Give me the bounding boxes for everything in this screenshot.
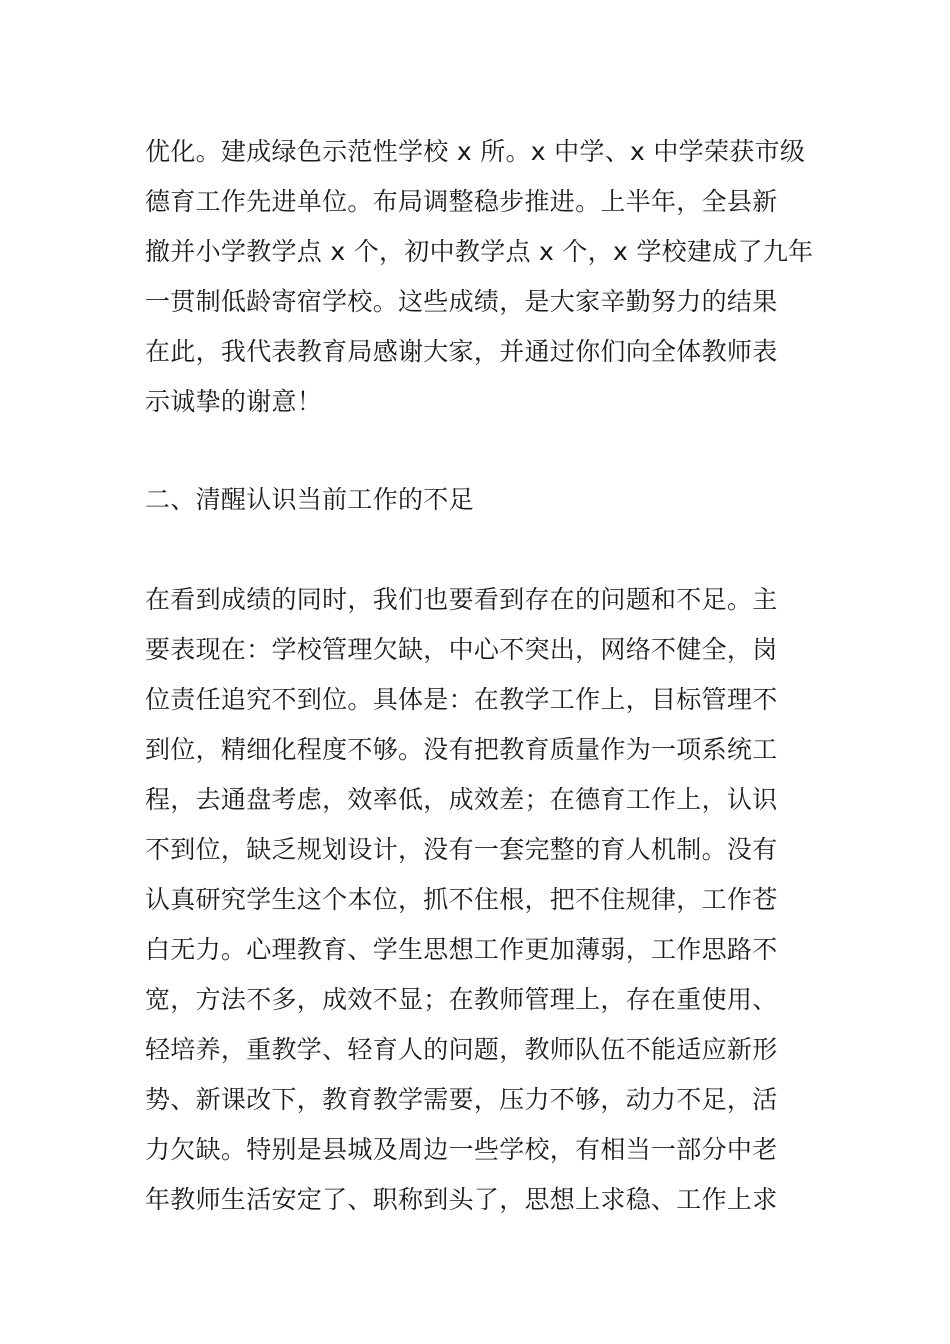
section-heading <box>145 475 815 525</box>
text-line: 撤并小学教学点 x 个，初中教学点 x 个，x 学校建成了九年 <box>145 237 814 266</box>
text-line: 示诚挚的谢意！ <box>145 387 323 416</box>
text-line: 年教师生活安定了、职称到头了，思想上求稳、工作上求 <box>145 1185 778 1214</box>
text-line: 一贯制低龄寄宿学校。这些成绩，是大家辛勤努力的结果 <box>145 287 778 316</box>
text-line: 宽，方法不多，成效不显；在教师管理上，存在重使用、 <box>145 985 778 1014</box>
text-line: 在看到成绩的同时，我们也要看到存在的问题和不足。主 <box>145 585 778 614</box>
heading-text: 二、清醒认识当前工作的不足 <box>145 485 474 514</box>
text-line: 在此，我代表教育局感谢大家，并通过你们向全体教师表 <box>145 337 778 366</box>
text-line: 位责任追究不到位。具体是：在教学工作上，目标管理不 <box>145 685 778 714</box>
text-line: 德育工作先进单位。布局调整稳步推进。上半年，全县新 <box>145 187 778 216</box>
text-line: 白无力。心理教育、学生思想工作更加薄弱，工作思路不 <box>145 935 778 964</box>
text-line: 不到位，缺乏规划设计，没有一套完整的育人机制。没有 <box>145 835 778 864</box>
paragraph-achievements <box>145 127 815 427</box>
text-line: 要表现在：学校管理欠缺，中心不突出，网络不健全，岗 <box>145 635 778 664</box>
text-line: 力欠缺。特别是县城及周边一些学校，有相当一部分中老 <box>145 1135 778 1164</box>
paragraph-shortcomings <box>145 575 815 1225</box>
text-line: 优化。建成绿色示范性学校 x 所。x 中学、x 中学荣获市级 <box>145 137 806 166</box>
text-line: 到位，精细化程度不够。没有把教育质量作为一项系统工 <box>145 735 778 764</box>
text-line: 认真研究学生这个本位，抓不住根，把不住规律，工作苍 <box>145 885 778 914</box>
text-line: 势、新课改下，教育教学需要，压力不够，动力不足，活 <box>145 1085 778 1114</box>
text-line: 程，去通盘考虑，效率低，成效差；在德育工作上，认识 <box>145 785 778 814</box>
text-line: 轻培养，重教学、轻育人的问题，教师队伍不能适应新形 <box>145 1035 778 1064</box>
